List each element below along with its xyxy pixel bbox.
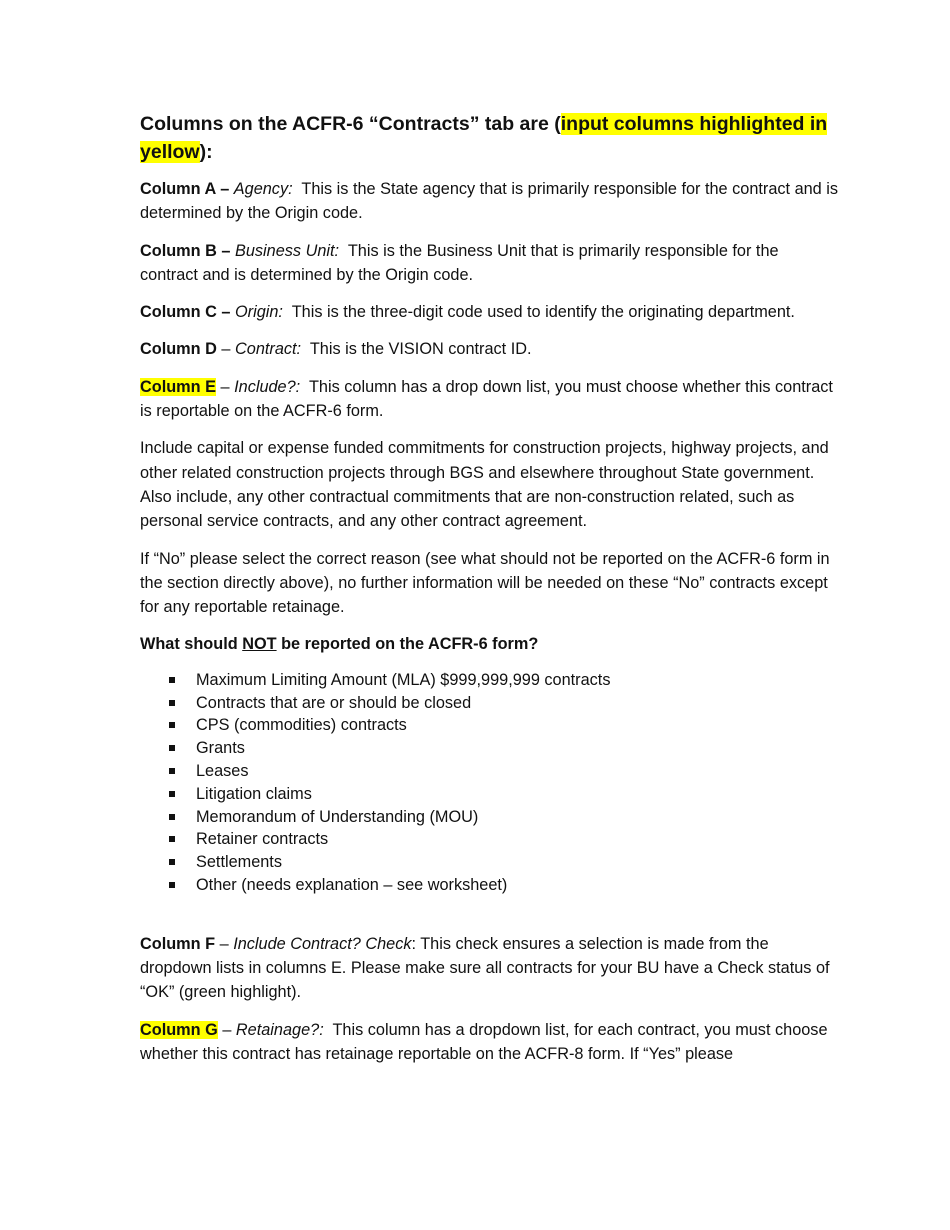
column-b-label: Column B – bbox=[140, 241, 231, 260]
column-b-text: This is the Business Unit that is primarily responsible for the contract and is determined by the Origin code. bbox=[140, 241, 779, 284]
column-c-paragraph bbox=[140, 300, 840, 324]
not-reported-title bbox=[140, 635, 538, 653]
column-c-text: This is the three-digit code used to identify the originating department. bbox=[291, 303, 795, 322]
column-g-name: Retainage?: bbox=[235, 1020, 324, 1039]
heading-suffix: ): bbox=[199, 141, 213, 163]
column-f-paragraph bbox=[140, 932, 840, 1005]
list-item: Memorandum of Understanding (MOU) bbox=[169, 806, 840, 829]
column-e-name: Include?: bbox=[234, 377, 301, 396]
column-d-name: Contract: bbox=[235, 340, 302, 359]
list-item: Maximum Limiting Amount (MLA) $999,999,999 contracts bbox=[169, 669, 840, 692]
spacer bbox=[140, 897, 840, 932]
column-b-paragraph bbox=[140, 239, 840, 288]
document-page bbox=[140, 110, 840, 1079]
if-no-paragraph: If “No” please select the correct reason (see what should not be reported on the ACFR-6 form in the section directly above), no further information will be needed on these “No” contracts except for any reportable retainage. bbox=[140, 549, 830, 617]
column-f-dash: – bbox=[219, 934, 229, 953]
column-d-paragraph bbox=[140, 337, 840, 361]
list-item: Litigation claims bbox=[169, 783, 840, 806]
heading-prefix: Columns on the ACFR-6 “Contracts” tab are ( bbox=[140, 113, 561, 135]
list-item: Grants bbox=[169, 737, 840, 760]
list-item: CPS (commodities) contracts bbox=[169, 714, 840, 737]
column-f-name: Include Contract? Check bbox=[233, 934, 412, 953]
column-g-label: Column G bbox=[140, 1020, 218, 1039]
section-heading bbox=[140, 110, 840, 166]
column-a-text: This is the State agency that is primarily responsible for the contract and is determined by the Origin code. bbox=[140, 180, 839, 223]
column-f-text: : This check ensures a selection is made from the dropdown lists in columns E. Please make sure all contracts for your BU have a Check status of “OK” (green highlight). bbox=[140, 934, 830, 1002]
column-d-text: This is the VISION contract ID. bbox=[309, 340, 532, 359]
column-e-label: Column E bbox=[140, 377, 216, 396]
column-c-name: Origin: bbox=[235, 303, 283, 322]
column-e-dash: – bbox=[220, 377, 230, 396]
column-e-text: This column has a drop down list, you must choose whether this contract is reportable on the ACFR-6 form. bbox=[140, 377, 833, 421]
not-reported-suffix: be reported on the ACFR-6 form? bbox=[276, 635, 539, 654]
not-reported-heading bbox=[140, 632, 840, 656]
column-a-label: Column A – bbox=[140, 180, 230, 198]
list-item: Leases bbox=[169, 760, 840, 783]
column-f-label: Column F bbox=[140, 934, 216, 953]
column-b-name: Business Unit: bbox=[235, 241, 340, 260]
column-g-paragraph bbox=[140, 1018, 840, 1067]
column-e-paragraph bbox=[140, 375, 840, 424]
list-item: Settlements bbox=[169, 851, 840, 874]
column-d-label: Column D bbox=[140, 340, 217, 359]
column-g-dash: – bbox=[222, 1020, 232, 1039]
column-d-dash: – bbox=[221, 340, 231, 359]
heading-highlight: input columns highlighted in yellow bbox=[140, 113, 828, 163]
column-a-paragraph bbox=[140, 177, 840, 226]
column-g-text: This column has a dropdown list, for each contract, you must choose whether this contract has retainage reportable on the ACFR-8 form. If “Yes” please bbox=[140, 1020, 828, 1063]
column-c-label: Column C – bbox=[140, 303, 231, 322]
column-a-name: Agency: bbox=[233, 180, 293, 198]
list-item: Retainer contracts bbox=[169, 828, 840, 851]
not-reported-list bbox=[140, 669, 840, 897]
include-paragraph: Include capital or expense funded commitments for construction projects, highway projects, and other related construction projects through BGS and elsewhere throughout State government. Also include, any other contractual commitments that are non-construction related, such as personal service contracts, and any other contract agreement. bbox=[140, 439, 829, 531]
not-reported-emphasis: NOT bbox=[242, 635, 277, 654]
not-reported-prefix: What should bbox=[140, 635, 243, 654]
list-item: Other (needs explanation – see worksheet) bbox=[169, 874, 840, 897]
list-item: Contracts that are or should be closed bbox=[169, 692, 840, 715]
